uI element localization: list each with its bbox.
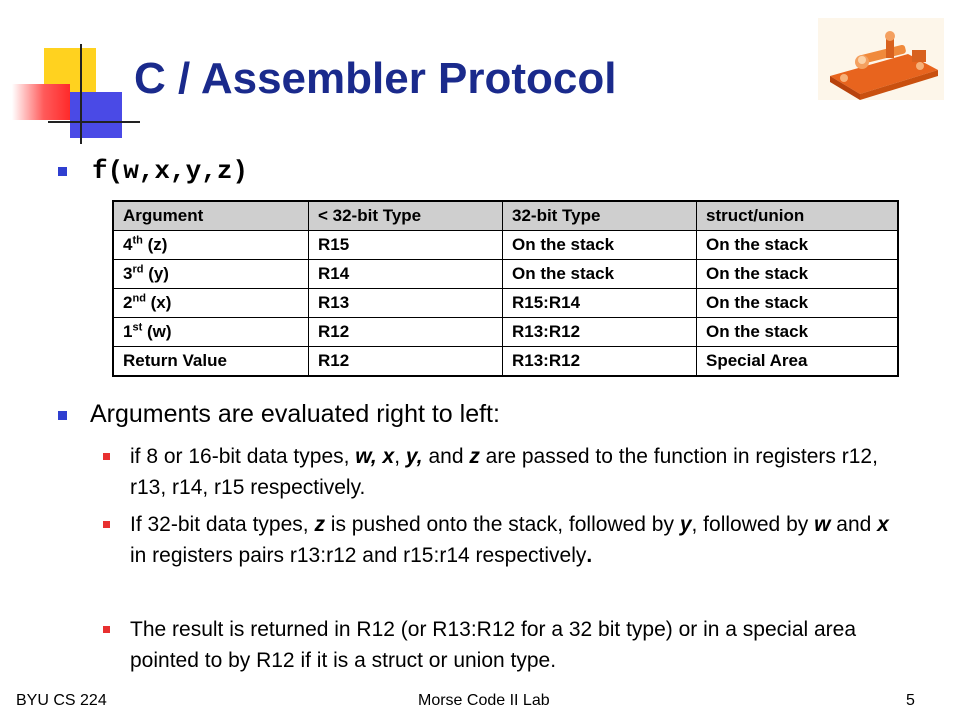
cell-32bit: R13:R12: [503, 347, 697, 377]
table-row: [113, 318, 898, 347]
cell-argument: Return Value: [113, 347, 309, 377]
cell-argument: 4th (z): [113, 231, 309, 260]
cell-lt32: R14: [309, 260, 503, 289]
slide-title: C / Assembler Protocol: [134, 54, 617, 103]
logo-vertical-line: [80, 44, 82, 144]
cell-lt32: R13: [309, 289, 503, 318]
cell-struct: On the stack: [697, 318, 899, 347]
cell-argument: 1st (w): [113, 318, 309, 347]
cell-lt32: R12: [309, 318, 503, 347]
logo-blue-square: [70, 92, 122, 138]
footer-course: BYU CS 224: [16, 692, 107, 709]
cell-struct: Special Area: [697, 347, 899, 377]
table-row: [113, 260, 898, 289]
footer-lab-title: Morse Code II Lab: [418, 692, 550, 709]
sub-point-2: If 32-bit data types, z is pushed onto the stack, followed by y, followed by w and x in registers pairs r13:r12 and r15:r14 respectively.: [130, 513, 889, 567]
cell-32bit: R13:R12: [503, 318, 697, 347]
telegraph-key-icon: [816, 16, 946, 102]
sub-bullet-icon: [103, 521, 110, 528]
logo-red-bar: [12, 84, 70, 120]
function-signature: f(w,x,y,z): [92, 156, 249, 186]
cell-argument: 3rd (y): [113, 260, 309, 289]
sub-point-1: if 8 or 16-bit data types, w, x, y, and z are passed to the function in registers r12, r13, r14, r15 respectively.: [130, 445, 878, 499]
header-lt32: < 32-bit Type: [309, 201, 503, 231]
logo-horizontal-line: [48, 121, 140, 123]
cell-struct: On the stack: [697, 260, 899, 289]
cell-struct: On the stack: [697, 231, 899, 260]
cell-lt32: R15: [309, 231, 503, 260]
footer-page-number: 5: [906, 692, 915, 709]
cell-argument: 2nd (x): [113, 289, 309, 318]
table-header-row: [113, 201, 898, 231]
protocol-table: [112, 200, 899, 377]
sub-bullet-icon: [103, 626, 110, 633]
bullet-icon: [58, 411, 67, 420]
cell-32bit: On the stack: [503, 260, 697, 289]
header-struct: struct/union: [697, 201, 899, 231]
table-row: [113, 231, 898, 260]
table-row: [113, 347, 898, 377]
cell-32bit: On the stack: [503, 231, 697, 260]
main-point: Arguments are evaluated right to left:: [90, 400, 500, 428]
sub-point-3: The result is returned in R12 (or R13:R12 for a 32 bit type) or in a special area pointed to by R12 if it is a struct or union type.: [130, 618, 857, 672]
header-argument: Argument: [113, 201, 309, 231]
cell-32bit: R15:R14: [503, 289, 697, 318]
bullet-icon: [58, 167, 67, 176]
cell-lt32: R12: [309, 347, 503, 377]
table-row: [113, 289, 898, 318]
header-32bit: 32-bit Type: [503, 201, 697, 231]
cell-struct: On the stack: [697, 289, 899, 318]
sub-bullet-icon: [103, 453, 110, 460]
